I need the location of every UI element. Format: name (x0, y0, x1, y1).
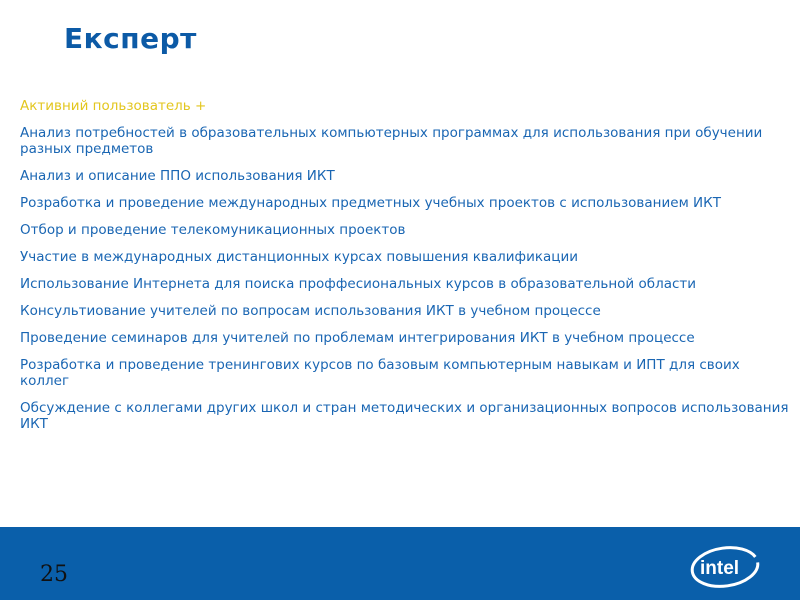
lead-line: Активний пользователь + (20, 98, 207, 114)
list-item: Проведение семинаров для учителей по проблемам интегрирования ИКТ в учебном процессе (20, 330, 695, 346)
page-number: 25 (40, 562, 68, 587)
list-item: Участие в международных дистанционных курсах повышения квалификации (20, 249, 579, 265)
list-item: Анализ потребностей в образовательных компьютерных программах для использования при обучении разных предметов (20, 125, 763, 157)
slide-title: Експерт (64, 22, 197, 55)
list-item: Использование Интернета для поиска проффесиональных курсов в образовательной области (20, 276, 697, 292)
intel-logo-icon (688, 541, 764, 591)
list-item: Отбор и проведение телекомуникационных проектов (20, 222, 406, 238)
slide-content (20, 98, 790, 443)
list-item: Обсуждение с коллегами других школ и стран методических и организационных вопросов использования ИКТ (20, 400, 789, 432)
list-item: Анализ и описание ППО использования ИКТ (20, 168, 335, 184)
list-item: Консультиование учителей по вопросам использования ИКТ в учебном процессе (20, 303, 601, 319)
footer-bar (0, 527, 800, 600)
logo-text: intel (700, 558, 740, 579)
list-item: Розработка и проведение тренингових курсов по базовым компьютерным навыкам и ИПТ для своих коллег (20, 357, 740, 389)
list-item: Розработка и проведение международных предметных учебных проектов с использованием ИКТ (20, 195, 721, 211)
